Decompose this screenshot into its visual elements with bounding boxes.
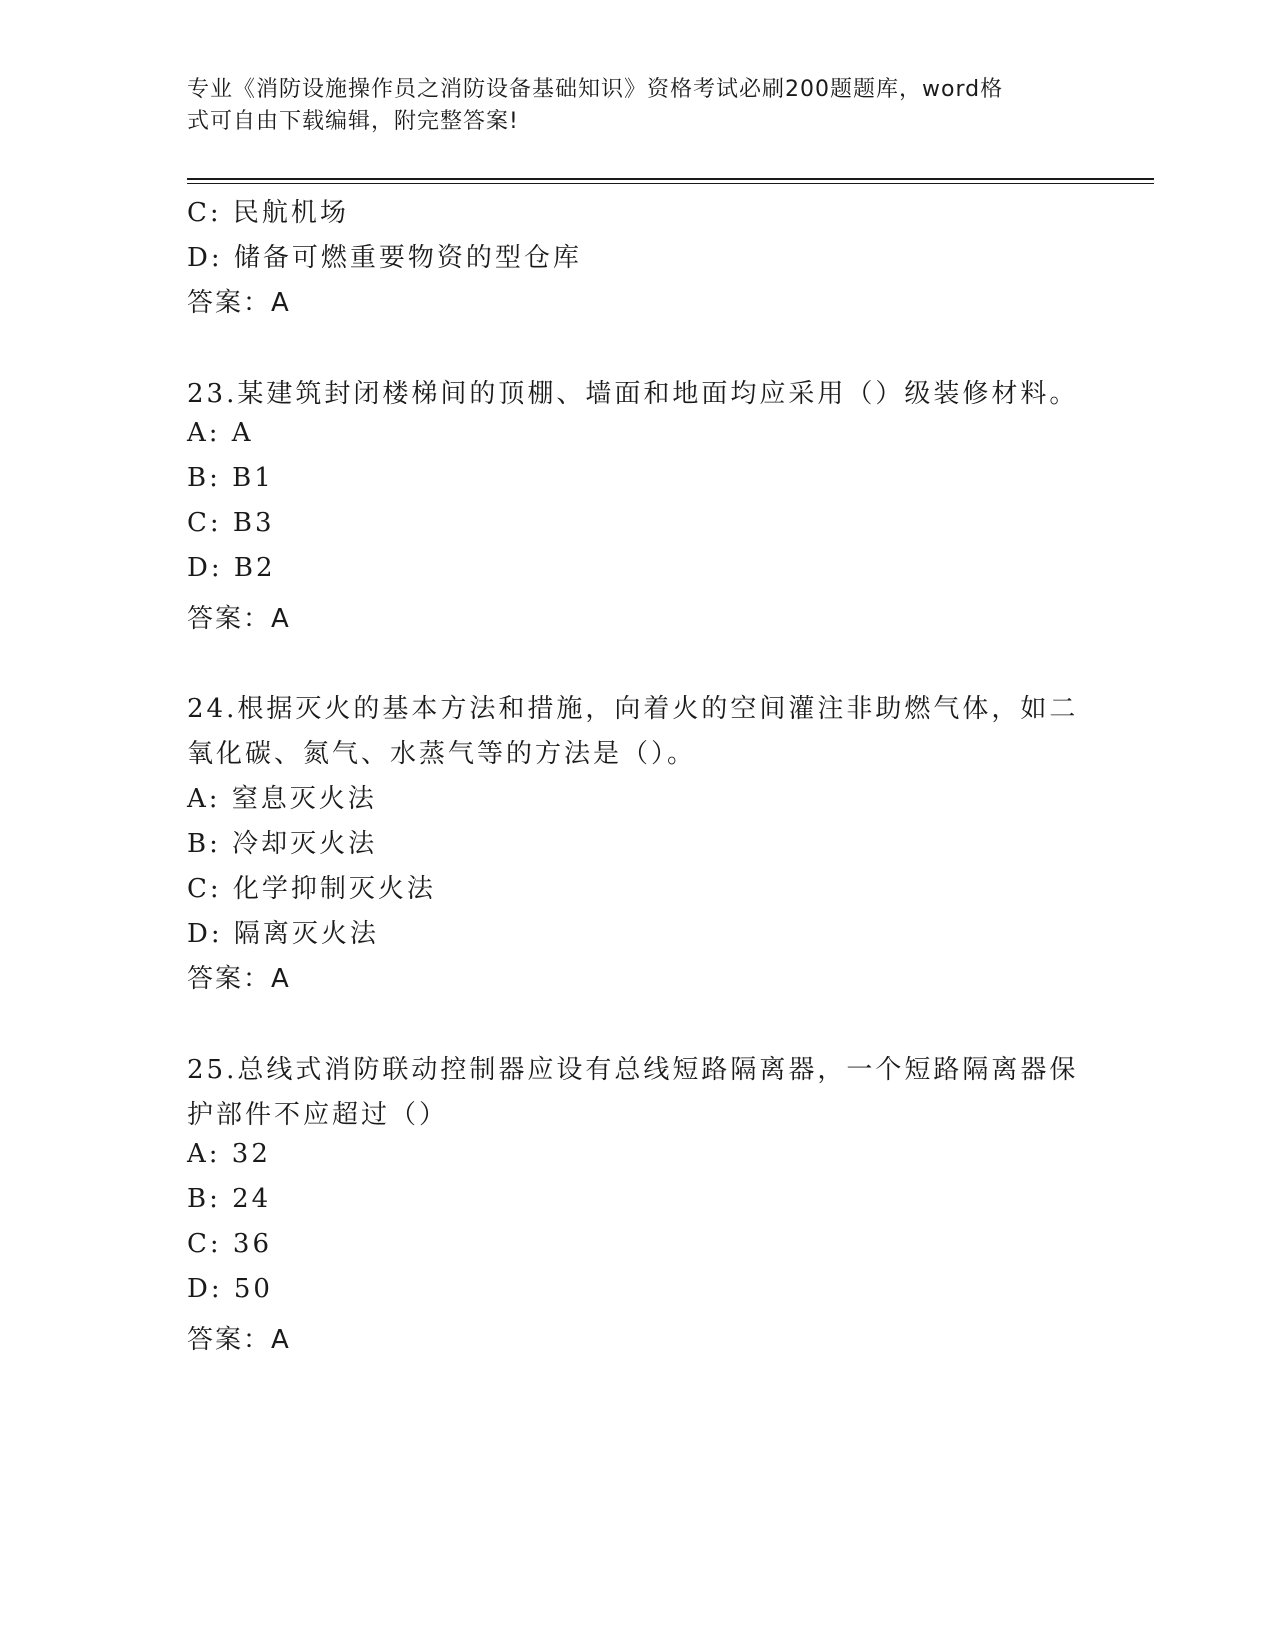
header-line-2: 式可自由下载编辑，附完整答案!	[187, 109, 519, 134]
prev-answer: 答案：A	[187, 288, 291, 318]
q24-answer: 答案：A	[187, 964, 291, 994]
document-header	[187, 74, 1077, 138]
q23-option-c: C: B3	[187, 508, 275, 538]
q25-answer: 答案：A	[187, 1325, 291, 1355]
q24-option-b: B: 冷却灭火法	[187, 829, 378, 859]
q23-option-d: D: B2	[187, 553, 276, 583]
q24-option-c: C: 化学抑制灭火法	[187, 874, 436, 904]
q25-stem-line-1: 25.总线式消防联动控制器应设有总线短路隔离器，一个短路隔离器保	[187, 1055, 1079, 1085]
q25-option-c: C: 36	[187, 1229, 273, 1259]
q24-stem-line-2: 氧化碳、氮气、水蒸气等的方法是（）。	[187, 739, 697, 769]
q23-option-a: A: A	[187, 418, 254, 448]
q23-option-b: B: B1	[187, 463, 274, 493]
q23-answer: 答案：A	[187, 604, 291, 634]
q25-option-a: A: 32	[187, 1139, 271, 1169]
q25-option-d: D: 50	[187, 1274, 273, 1304]
header-line-1: 专业《消防设施操作员之消防设备基础知识》资格考试必刷200题题库，word格	[187, 77, 1004, 102]
q24-option-a: A: 窒息灭火法	[187, 784, 377, 814]
header-divider-thin	[187, 183, 1154, 184]
q25-stem-line-2: 护部件不应超过（）	[187, 1100, 449, 1130]
q25-option-b: B: 24	[187, 1184, 272, 1214]
q24-stem-line-1: 24.根据灭火的基本方法和措施，向着火的空间灌注非助燃气体，如二	[187, 694, 1079, 724]
prev-option-c: C: 民航机场	[187, 198, 349, 228]
prev-option-d: D: 储备可燃重要物资的型仓库	[187, 243, 582, 273]
q23-stem: 23.某建筑封闭楼梯间的顶棚、墙面和地面均应采用（）级装修材料。	[187, 379, 1079, 409]
q24-option-d: D: 隔离灭火法	[187, 919, 379, 949]
header-divider-thick	[187, 178, 1154, 180]
